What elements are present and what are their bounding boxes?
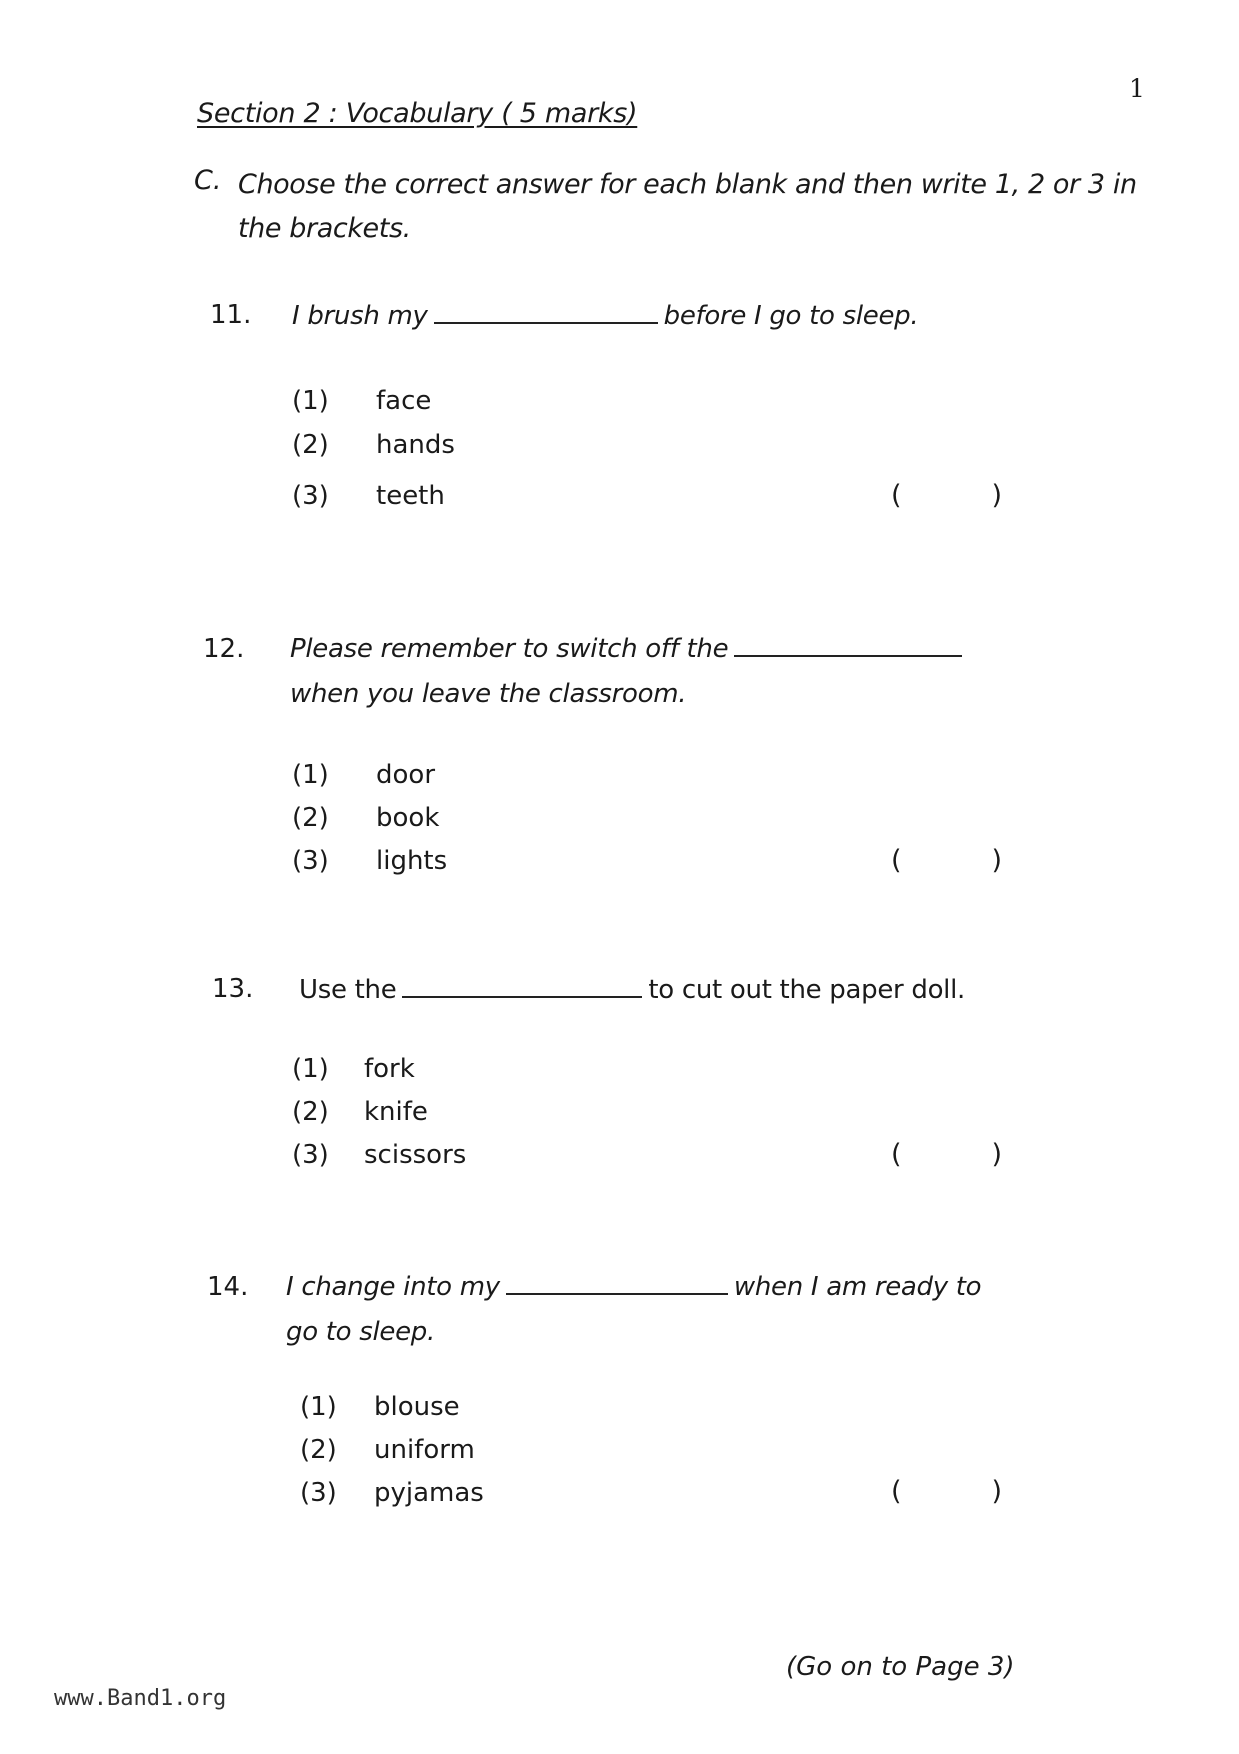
bracket-close: ) — [991, 1139, 1003, 1170]
question-13-text-before: Use the — [299, 975, 397, 1005]
option-number: (1) — [292, 760, 329, 790]
question-13-answer-bracket[interactable] — [891, 1139, 1002, 1170]
page-number: 1 — [1129, 74, 1145, 103]
question-13-number: 13. — [212, 974, 254, 1004]
question-14-text-after: when I am ready to — [733, 1272, 982, 1302]
question-12-blank — [734, 633, 962, 657]
question-13-option-3 — [292, 1140, 466, 1170]
question-11-option-2 — [292, 430, 455, 460]
question-13-text-after: to cut out the paper doll. — [648, 975, 965, 1005]
option-word: face — [376, 386, 432, 416]
option-number: (1) — [292, 386, 329, 416]
question-13-text — [299, 968, 965, 1013]
question-11-text-before: I brush my — [292, 301, 428, 331]
go-on-to-next-page: (Go on to Page 3) — [786, 1652, 1015, 1682]
option-word: blouse — [374, 1392, 460, 1422]
question-12-number: 12. — [203, 634, 245, 664]
question-11-blank — [434, 300, 658, 324]
option-number: (3) — [292, 846, 329, 876]
option-word: hands — [376, 430, 455, 460]
question-12-text-line2: when you leave the classroom. — [290, 679, 687, 709]
question-13-option-1 — [292, 1054, 415, 1084]
option-word: fork — [364, 1054, 415, 1084]
question-14-option-2 — [300, 1435, 475, 1465]
option-word: uniform — [374, 1435, 475, 1465]
question-12-answer-bracket[interactable] — [891, 845, 1002, 876]
option-number: (2) — [292, 803, 329, 833]
instruction-letter: C. — [194, 165, 222, 196]
question-12-text-before: Please remember to switch off the — [290, 634, 729, 664]
bracket-open: ( — [891, 480, 902, 511]
option-number: (2) — [292, 1097, 329, 1127]
question-14-option-1 — [300, 1392, 460, 1422]
question-14-text-line2: go to sleep. — [286, 1317, 435, 1347]
option-number: (2) — [300, 1435, 337, 1465]
question-11-number: 11. — [210, 300, 252, 330]
question-14-answer-bracket[interactable] — [891, 1476, 1002, 1507]
option-word: teeth — [376, 481, 445, 511]
option-number: (3) — [300, 1478, 337, 1508]
option-number: (1) — [292, 1054, 329, 1084]
bracket-close: ) — [991, 1476, 1003, 1507]
question-12-option-3 — [292, 846, 447, 876]
option-word: book — [376, 803, 440, 833]
question-14-text — [286, 1265, 981, 1355]
option-word: scissors — [364, 1140, 467, 1170]
question-11-text-after: before I go to sleep. — [663, 301, 919, 331]
section-heading: Section 2 : Vocabulary ( 5 marks) — [197, 98, 638, 129]
bracket-open: ( — [891, 1476, 902, 1507]
option-number: (3) — [292, 1140, 329, 1170]
question-11-option-1 — [292, 386, 431, 416]
bracket-close: ) — [991, 845, 1003, 876]
bracket-open: ( — [891, 845, 902, 876]
question-14-blank — [506, 1271, 728, 1295]
question-13-option-2 — [292, 1097, 428, 1127]
option-number: (1) — [300, 1392, 337, 1422]
question-14-option-3 — [300, 1478, 484, 1508]
question-12-text — [290, 627, 968, 717]
option-number: (3) — [292, 481, 329, 511]
question-11-text — [292, 294, 918, 339]
question-11-answer-bracket[interactable] — [891, 480, 1002, 511]
website-watermark: www.Band1.org — [54, 1686, 227, 1711]
option-word: pyjamas — [374, 1478, 484, 1508]
instruction-text: Choose the correct answer for each blank and then write 1, 2 or 3 in the brackets. — [238, 169, 1137, 244]
bracket-open: ( — [891, 1139, 902, 1170]
option-word: lights — [376, 846, 448, 876]
option-number: (2) — [292, 430, 329, 460]
question-12-option-1 — [292, 760, 435, 790]
option-word: door — [376, 760, 436, 790]
option-word: knife — [364, 1097, 428, 1127]
question-13-blank — [402, 974, 642, 998]
question-11-option-3 — [292, 481, 445, 511]
question-14-number: 14. — [207, 1272, 249, 1302]
question-12-option-2 — [292, 803, 439, 833]
bracket-close: ) — [991, 480, 1003, 511]
question-14-text-before: I change into my — [286, 1272, 500, 1302]
